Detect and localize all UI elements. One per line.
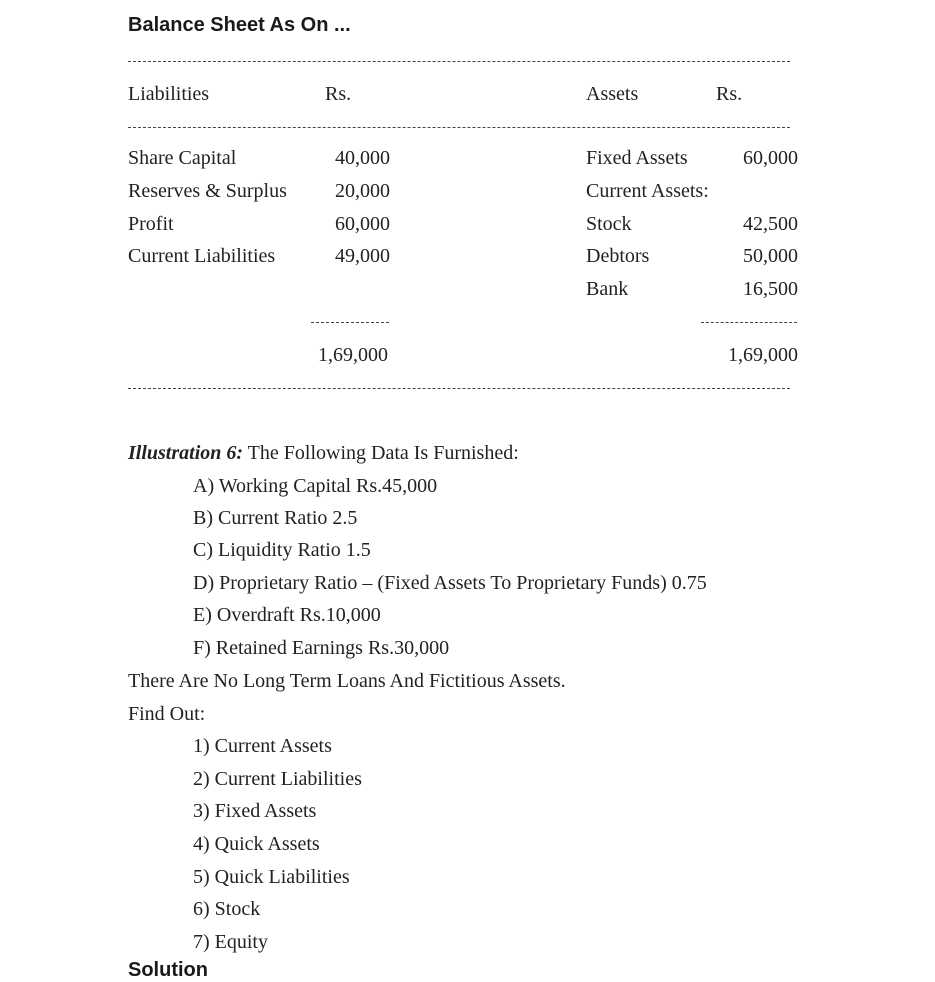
find-item: 1) Current Assets [193, 735, 332, 757]
asset-amount: 16,500 [743, 278, 798, 300]
asset-name: Fixed Assets [586, 147, 688, 169]
illustration-label: Illustration 6: [128, 442, 244, 464]
liability-name: Current Liabilities [128, 245, 276, 267]
assets-total-rule [701, 322, 797, 323]
header-assets: Assets [586, 83, 639, 105]
find-out-label: Find Out: [128, 703, 206, 725]
header-assets-rs: Rs. [716, 83, 743, 105]
header-liabilities-rs: Rs. [325, 83, 352, 105]
liabilities-total: 1,69,000 [318, 344, 388, 366]
asset-amount: 42,500 [743, 213, 798, 235]
asset-name: Stock [586, 213, 632, 235]
data-item: C) Liquidity Ratio 1.5 [193, 539, 371, 561]
liability-name: Share Capital [128, 147, 237, 169]
illustration-heading [128, 441, 519, 465]
data-item: D) Proprietary Ratio – (Fixed Assets To Proprietary Funds) 0.75 [193, 572, 707, 594]
assets-total: 1,69,000 [728, 344, 798, 366]
liability-amount: 49,000 [335, 245, 390, 267]
find-item: 7) Equity [193, 931, 268, 953]
find-item: 5) Quick Liabilities [193, 866, 350, 888]
data-item: A) Working Capital Rs.45,000 [193, 475, 438, 497]
table-top-rule [128, 61, 790, 62]
liability-amount: 40,000 [335, 147, 390, 169]
liability-name: Reserves & Surplus [128, 180, 287, 202]
asset-amount: 60,000 [743, 147, 798, 169]
liabilities-total-rule [311, 322, 389, 323]
table-bottom-rule [128, 388, 790, 389]
illustration-heading-text: The Following Data Is Furnished: [243, 442, 519, 464]
liability-amount: 20,000 [335, 180, 390, 202]
solution-heading: Solution [128, 959, 208, 981]
find-item: 2) Current Liabilities [193, 768, 362, 790]
find-item: 6) Stock [193, 898, 261, 920]
find-item: 3) Fixed Assets [193, 800, 317, 822]
asset-amount: 50,000 [743, 245, 798, 267]
find-item: 4) Quick Assets [193, 833, 320, 855]
page-title: Balance Sheet As On ... [128, 14, 351, 36]
header-liabilities: Liabilities [128, 83, 210, 105]
data-item: E) Overdraft Rs.10,000 [193, 604, 381, 626]
header-bottom-rule [128, 127, 790, 128]
data-item: B) Current Ratio 2.5 [193, 507, 358, 529]
asset-name: Debtors [586, 245, 650, 267]
data-item: F) Retained Earnings Rs.30,000 [193, 637, 450, 659]
asset-name: Bank [586, 278, 629, 300]
liability-name: Profit [128, 213, 174, 235]
liability-amount: 60,000 [335, 213, 390, 235]
asset-name: Current Assets: [586, 180, 709, 202]
illustration-note: There Are No Long Term Loans And Fictitious Assets. [128, 670, 566, 692]
